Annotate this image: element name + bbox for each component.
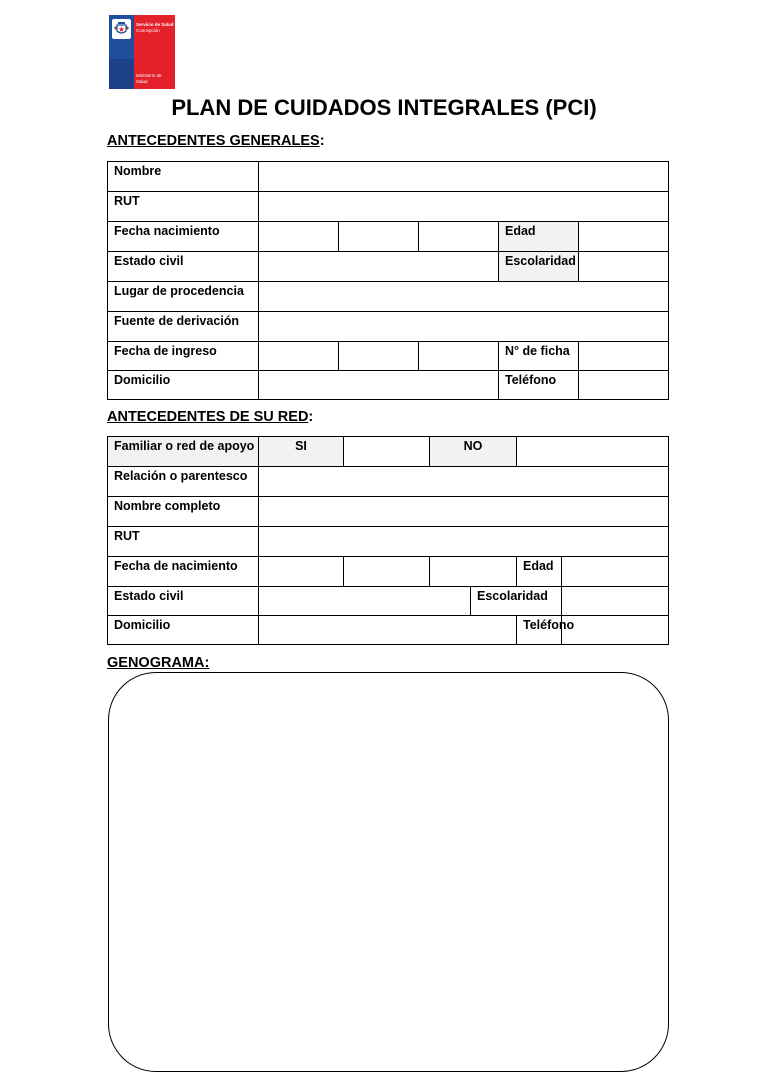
input-escolaridad-red[interactable] (562, 587, 669, 616)
input-nombre[interactable] (259, 162, 669, 192)
input-nombre-completo[interactable] (259, 497, 669, 527)
label-domicilio: Domicilio (108, 371, 259, 400)
logo-blue-band-lower (109, 59, 134, 89)
section-heading-genograma (107, 655, 209, 671)
input-rut[interactable] (259, 192, 669, 222)
section-heading-general-text: ANTECEDENTES GENERALES (107, 133, 320, 149)
ministry-logo (109, 15, 175, 89)
label-no: NO (430, 437, 517, 467)
logo-text-salud: Salud (136, 79, 148, 84)
label-lugar-procedencia: Lugar de procedencia (108, 282, 259, 312)
label-fuente-derivacion: Fuente de derivación (108, 312, 259, 342)
table-row (108, 252, 669, 282)
label-relacion-parentesco: Relación o parentesco (108, 467, 259, 497)
label-fecha-ingreso: Fecha de ingreso (108, 342, 259, 371)
input-fecha-nacimiento-red-anio[interactable] (430, 557, 517, 587)
input-telefono[interactable] (579, 371, 669, 400)
logo-text-servicio: Servicio de Salud (136, 22, 174, 27)
logo-text-concepcion: Concepción (136, 28, 160, 33)
label-telefono: Teléfono (499, 371, 579, 400)
input-relacion-parentesco[interactable] (259, 467, 669, 497)
table-row (108, 467, 669, 497)
label-nombre: Nombre (108, 162, 259, 192)
input-edad-red[interactable] (562, 557, 669, 587)
section-heading-red (107, 409, 313, 425)
table-row (108, 616, 669, 645)
table-row (108, 437, 669, 467)
table-row (108, 342, 669, 371)
input-no[interactable] (517, 437, 669, 467)
table-row (108, 371, 669, 400)
input-rut-red[interactable] (259, 527, 669, 557)
table-row (108, 497, 669, 527)
input-estado-civil[interactable] (259, 252, 499, 282)
label-estado-civil-red: Estado civil (108, 587, 259, 616)
input-fecha-nacimiento-red-dia[interactable] (259, 557, 344, 587)
input-fecha-nacimiento-anio[interactable] (419, 222, 499, 252)
input-fecha-nacimiento-mes[interactable] (339, 222, 419, 252)
label-n-ficha: N° de ficha (499, 342, 579, 371)
input-escolaridad[interactable] (579, 252, 669, 282)
page-title: PLAN DE CUIDADOS INTEGRALES (PCI) (171, 95, 597, 120)
input-edad[interactable] (579, 222, 669, 252)
section-heading-genograma-text: GENOGRAMA (107, 655, 205, 671)
label-nombre-completo: Nombre completo (108, 497, 259, 527)
general-info-table (107, 161, 669, 400)
label-familiar-red-apoyo: Familiar o red de apoyo (108, 437, 259, 467)
label-fecha-nacimiento: Fecha nacimiento (108, 222, 259, 252)
table-row (108, 192, 669, 222)
input-fecha-ingreso-dia[interactable] (259, 342, 339, 371)
table-row (108, 557, 669, 587)
label-domicilio-red: Domicilio (108, 616, 259, 645)
section-heading-red-text: ANTECEDENTES DE SU RED (107, 409, 309, 425)
input-telefono-red[interactable] (562, 616, 669, 645)
input-domicilio[interactable] (259, 371, 499, 400)
label-edad-red: Edad (517, 557, 562, 587)
label-escolaridad-red: Escolaridad (471, 587, 562, 616)
label-telefono-red: Teléfono (517, 616, 562, 645)
table-row (108, 587, 669, 616)
input-fecha-nacimiento-dia[interactable] (259, 222, 339, 252)
label-fecha-nacimiento-red: Fecha de nacimiento (108, 557, 259, 587)
label-edad: Edad (499, 222, 579, 252)
label-si: SI (259, 437, 344, 467)
input-si[interactable] (344, 437, 430, 467)
section-heading-general (107, 133, 325, 149)
label-escolaridad: Escolaridad (499, 252, 579, 282)
input-lugar-procedencia[interactable] (259, 282, 669, 312)
table-row (108, 162, 669, 192)
input-fecha-ingreso-mes[interactable] (339, 342, 419, 371)
label-estado-civil: Estado civil (108, 252, 259, 282)
coat-of-arms-icon (112, 19, 131, 39)
input-fecha-ingreso-anio[interactable] (419, 342, 499, 371)
table-row (108, 282, 669, 312)
input-n-ficha[interactable] (579, 342, 669, 371)
table-row (108, 312, 669, 342)
section-heading-genograma-colon: : (204, 655, 210, 671)
table-row (108, 222, 669, 252)
section-heading-red-colon: : (308, 409, 314, 425)
input-fecha-nacimiento-red-mes[interactable] (344, 557, 430, 587)
support-network-table (107, 436, 669, 645)
input-estado-civil-red[interactable] (259, 587, 471, 616)
label-rut: RUT (108, 192, 259, 222)
section-heading-general-colon: : (319, 133, 325, 149)
table-row (108, 527, 669, 557)
input-fuente-derivacion[interactable] (259, 312, 669, 342)
genograma-drawing-area[interactable] (108, 672, 669, 1072)
input-domicilio-red[interactable] (259, 616, 517, 645)
logo-text-ministerio: Ministerio de (136, 73, 162, 78)
label-rut-red: RUT (108, 527, 259, 557)
